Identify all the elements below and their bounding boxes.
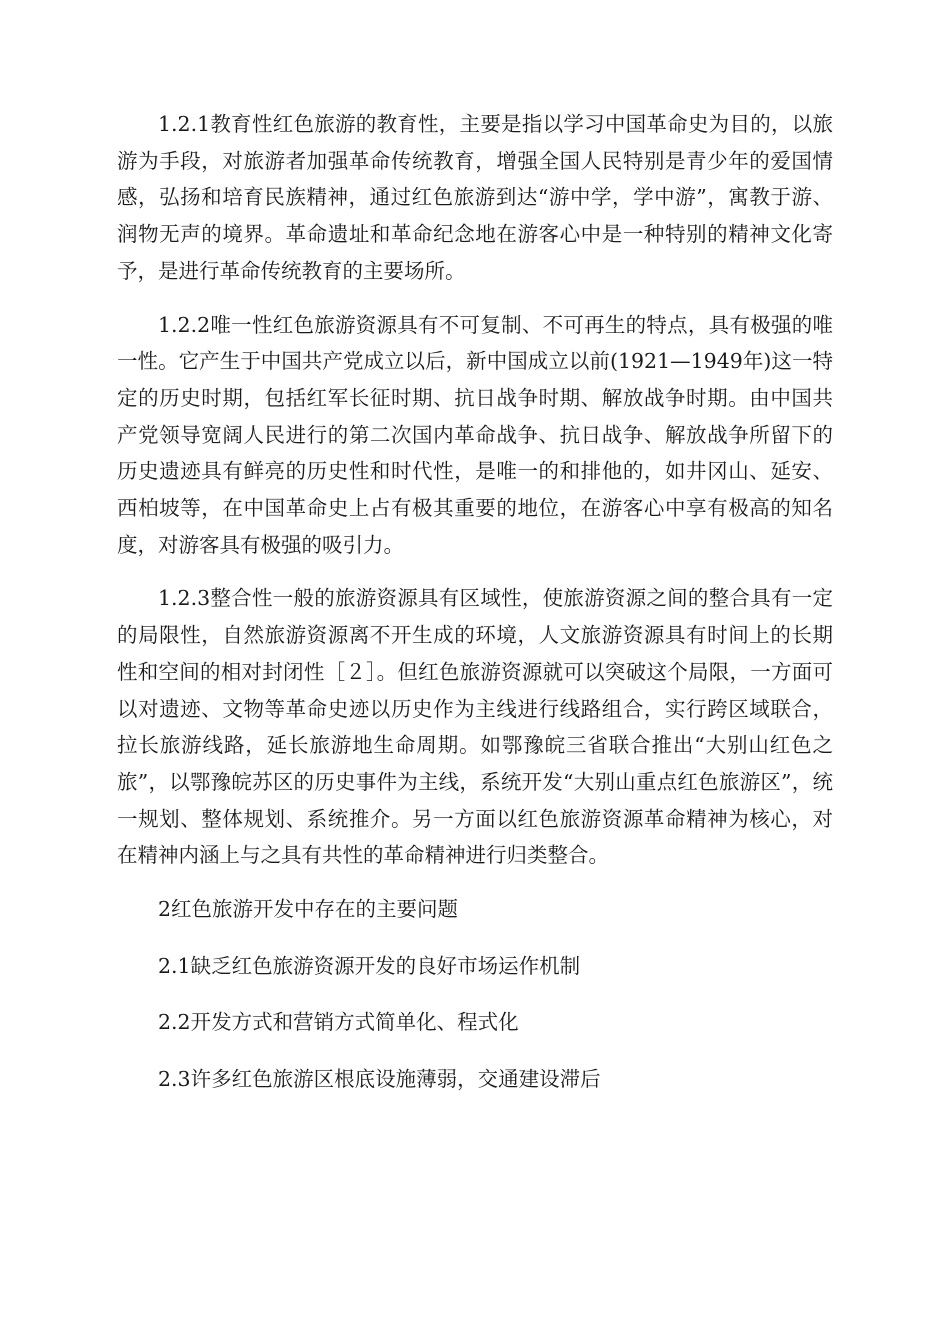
subsection-heading-infrastructure: 2.3许多红色旅游区根底设施薄弱，交通建设滞后 bbox=[158, 1067, 601, 1092]
subsection-heading-development-methods: 2.2开发方式和营销方式简单化、程式化 bbox=[158, 1010, 519, 1035]
section-heading-main-problems: 2红色旅游开发中存在的主要问题 bbox=[158, 897, 459, 922]
document-body bbox=[117, 106, 833, 1118]
paragraph-educational: 1.2.1教育性红色旅游的教育性，主要是指以学习中国革命史为目的，以旅游为手段，对旅游者加强革命传统教育，增强全国人民特别是青少年的爱国情感，弘扬和培育民族精神，通过红色旅游到达“游中学，学中游”，寓教于游、润物无声的境界。革命遗址和革命纪念地在游客心中是一种特别的精神文化寄予，是进行革命传统教育的主要场所。 bbox=[117, 112, 833, 283]
paragraph-integration: 1.2.3整合性一般的旅游资源具有区域性，使旅游资源之间的整合具有一定的局限性，自然旅游资源离不开生成的环境，人文旅游资源具有时间上的长期性和空间的相对封闭性［２］。但红色旅游资源就可以突破这个局限，一方面可以对遗迹、文物等革命史迹以历史作为主线进行线路组合，实行跨区域联合，拉长旅游线路，延长旅游地生命周期。如鄂豫皖三省联合推出“大别山红色之旅”，以鄂豫皖苏区的历史事件为主线，系统开发“大别山重点红色旅游区”，统一规划、整体规划、系统推介。另一方面以红色旅游资源革命精神为核心，对在精神内涵上与之具有共性的革命精神进行归类整合。 bbox=[117, 586, 833, 868]
paragraph-uniqueness: 1.2.2唯一性红色旅游资源具有不可复制、不可再生的特点，具有极强的唯一性。它产生于中国共产党成立以后，新中国成立以前(1921—1949年)这一特定的历史时期，包括红军长征时期、抗日战争时期、解放战争时期。由中国共产党领导宽阔人民进行的第二次国内革命战争、抗日战争、解放战争所留下的历史遗迹具有鲜亮的历史性和时代性，是唯一的和排他的，如井冈山、延安、西柏坡等，在中国革命史上占有极其重要的地位，在游客心中享有极高的知名度，对游客具有极强的吸引力。 bbox=[117, 312, 833, 557]
subsection-heading-market-mechanism: 2.1缺乏红色旅游资源开发的良好市场运作机制 bbox=[158, 953, 581, 978]
